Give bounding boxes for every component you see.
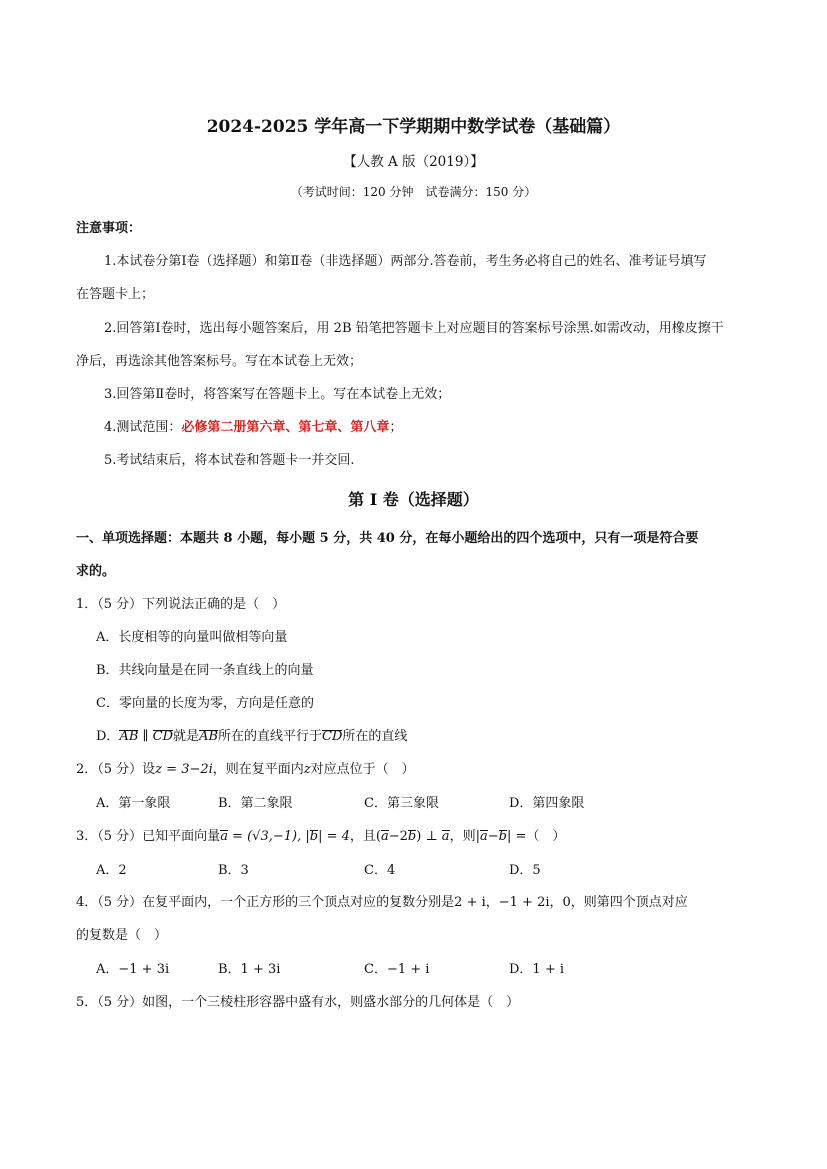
q3-mid: ，且( (349, 829, 381, 844)
notice-item-3: 3.回答第Ⅱ卷时，将答案写在答题卡上。写在本试卷上无效； (104, 387, 451, 402)
vector-a-ans: a (479, 829, 488, 844)
option-d-text-1: 就是 (173, 729, 200, 744)
vector-a-cond-2: a (441, 829, 450, 844)
option-d-prefix: D． (96, 729, 120, 744)
option-d-text-2: 所在的直线平行于 (218, 729, 323, 744)
notice-item-1-line-1: 1.本试卷分第Ⅰ卷（选择题）和第Ⅱ卷（非选择题）两部分.答卷前，考生务必将自己的姓名、准考证号填写 (104, 254, 707, 269)
vector-b-norm: | = 4 (318, 829, 350, 844)
notice-item-5: 5.考试结束后，将本试卷和答题卡一并交回. (104, 453, 355, 468)
q2-formula: z = 3−2i (155, 762, 213, 777)
question-3-option-c: C．4 (364, 863, 396, 878)
section-instructions-line-2: 求的。 (76, 564, 116, 579)
section-instructions-line-1: 一、单项选择题：本题共 8 小题，每小题 5 分，共 40 分，在每小题给出的四个选项中，只有一项是符合要 (76, 531, 699, 546)
q2-variable: z (303, 762, 311, 777)
perpendicular-symbol: ) ⊥ (416, 829, 442, 844)
vector-b-cond: b (407, 829, 417, 844)
vector-cd-2: CD (322, 729, 343, 744)
question-4-stem-line-1: 4．（5 分）在复平面内，一个正方形的三个顶点对应的复数分别是2 + i，−1 + 2i，0，则第四个顶点对应 (76, 895, 688, 910)
question-2-option-a: A．第一象限 (96, 796, 171, 811)
question-2-option-c: C．第三象限 (364, 796, 439, 811)
notice-item-4 (104, 416, 402, 435)
notice-item-2-line-2: 净后，再选涂其他答案标号。写在本试卷上无效； (76, 354, 363, 369)
question-4-option-c: C．−1 + i (364, 962, 430, 977)
question-1-stem: 1．（5 分）下列说法正确的是（ ） (76, 597, 286, 612)
vector-b: b (309, 829, 319, 844)
question-3-stem (76, 825, 565, 844)
question-2-option-d: D．第四象限 (509, 796, 585, 811)
notice-item-4-prefix: 4.测试范围： (104, 420, 182, 435)
question-2-option-b: B．第二象限 (218, 796, 293, 811)
edition-label: 【人教 A 版（2019）】 (343, 154, 484, 170)
section-title: 第 I 卷（选择题） (348, 490, 479, 509)
question-3-option-b: B．3 (218, 863, 249, 878)
exam-info: （考试时间：120 分钟 试卷满分：150 分） (290, 185, 537, 199)
exam-title: 2024-2025 学年高一下学期期中数学试卷（基础篇） (206, 117, 621, 137)
q3-prefix: 3．（5 分）已知平面向量 (76, 829, 221, 844)
q3-ans-minus: − (487, 829, 499, 844)
vector-b-ans: b (498, 829, 507, 844)
question-4-option-b: B．1 + 3i (218, 962, 281, 977)
vector-a-value: = (√3,−1), | (227, 829, 310, 844)
q3-suffix: | =（ ） (506, 829, 566, 844)
notice-item-2-line-1: 2.回答第Ⅰ卷时，选出每小题答案后，用 2B 铅笔把答题卡上对应题目的答案标号涂黑.如需改动，用橡皮擦干 (104, 321, 724, 336)
notice-item-1-line-2: 在答题卡上； (76, 287, 155, 302)
question-4-option-d: D．1 + i (509, 962, 565, 977)
vector-ab-2: AB (199, 729, 219, 744)
vector-a: a (220, 829, 228, 844)
question-1-option-c: C．零向量的长度为零，方向是任意的 (96, 696, 314, 711)
option-d-text-3: 所在的直线 (342, 729, 408, 744)
notice-heading: 注意事项： (76, 221, 142, 236)
parallel-symbol: ∥ (138, 729, 153, 744)
q2-mid: ，则在复平面内 (212, 762, 304, 777)
question-1-option-a: A．长度相等的向量叫做相等向量 (96, 630, 288, 645)
question-5-stem: 5．（5 分）如图，一个三棱柱形容器中盛有水，则盛水部分的几何体是（ ） (76, 995, 520, 1010)
question-3-option-a: A．2 (96, 863, 127, 878)
q3-cond-minus: −2 (388, 829, 408, 844)
q2-suffix: 对应点位于（ ） (310, 762, 415, 777)
q3-then: ，则| (449, 829, 480, 844)
question-1-option-d (96, 725, 407, 744)
vector-cd: CD (152, 729, 174, 744)
question-4-option-a: A．−1 + 3i (96, 962, 170, 977)
q2-prefix: 2．（5 分）设 (76, 762, 156, 777)
vector-ab: AB (119, 729, 139, 744)
question-1-option-b: B．共线向量是在同一条直线上的向量 (96, 663, 314, 678)
notice-item-4-suffix: ； (389, 420, 403, 435)
vector-a-cond: a (380, 829, 389, 844)
question-2-stem (76, 758, 415, 777)
test-scope: 必修第二册第六章、第七章、第八章 (181, 420, 390, 435)
question-4-stem-line-2: 的复数是（ ） (76, 928, 168, 943)
question-3-option-d: D．5 (509, 863, 541, 878)
